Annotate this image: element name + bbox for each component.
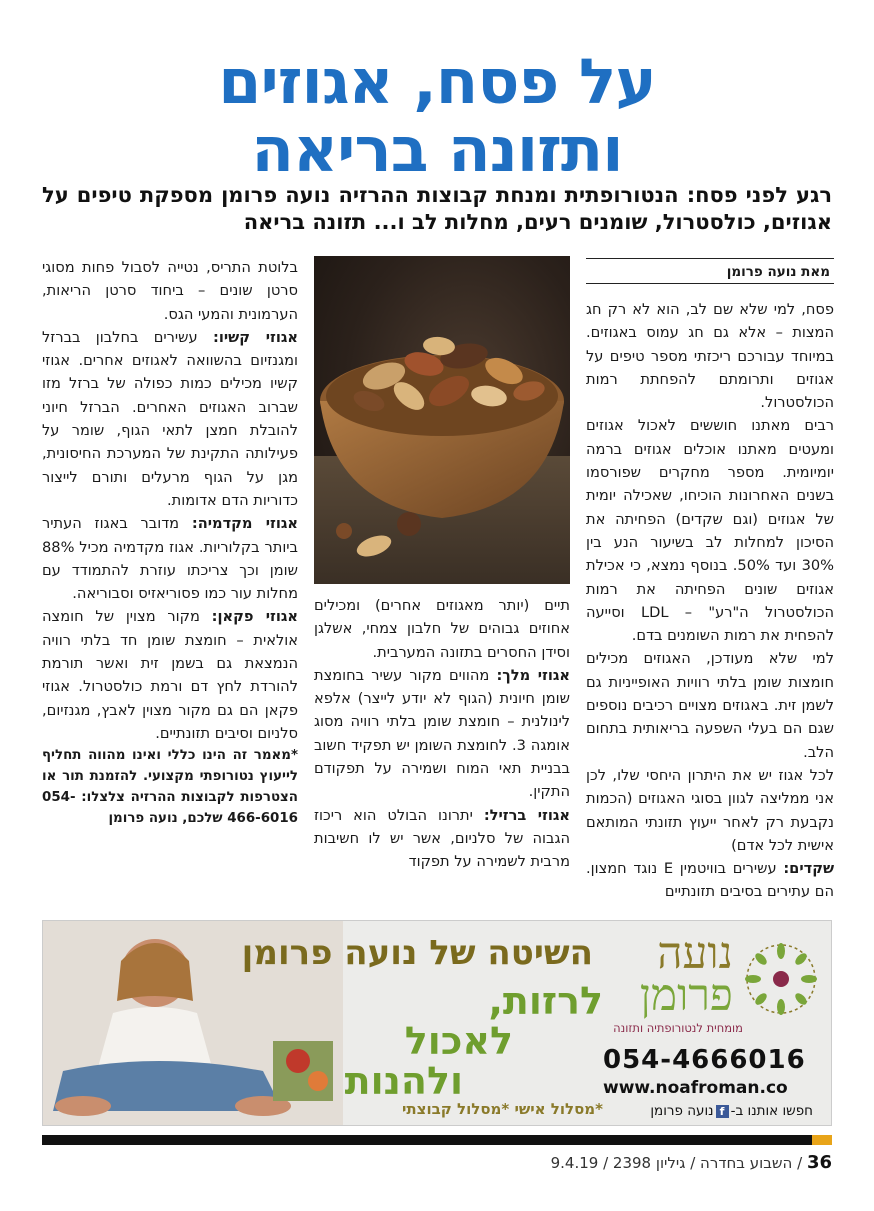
paragraph <box>586 298 834 414</box>
paragraph-text: עשירים בוויטמין E נוגד חמצון. הם עתירים בסיבים תזונתיים <box>586 860 834 901</box>
paragraph <box>586 764 834 857</box>
paragraph-text: יתרונו הבולט הוא ריכוז הגבוה של סלניום, אשר יש לו חשיבות מרבית לשמירה על תפקוד <box>314 806 570 871</box>
ad-website[interactable]: www.noafroman.co <box>603 1078 788 1098</box>
text-column-middle <box>314 594 570 874</box>
page-number: 36 <box>806 1152 832 1173</box>
paragraph-lead: שקדים: <box>783 860 835 878</box>
paragraph <box>42 605 298 745</box>
paragraph-text: עשירים בחלבון בברזל ומגנזיום בהשוואה לאגוזים אחרים. אגוזי קשיו מכילים כמות כפולה של ברזל מזו שברוב האגוזים האחרים. הברזל חיוני להובלת חמצן לתאי הגוף, שומר על פעילותה התקינת של המערכת החיסונית, מגן על הגוף מרעלים ותורם לייצור כדוריות הדם אדומות. <box>42 328 298 509</box>
ad-brand-bottom: פרומן <box>639 970 733 1021</box>
byline: מאת נועה פרומן <box>586 258 834 284</box>
footer-bar-accent <box>812 1135 832 1145</box>
paragraph <box>586 857 834 904</box>
ad-slogan-line-1: לרזות, <box>488 979 603 1023</box>
text-column-left <box>42 256 298 829</box>
paragraph-lead: אגוזי מקדמיה: <box>191 515 298 533</box>
article-subtitle: רגע לפני פסח: הנטורופתית ומנחת קבוצות ההרזיה נועה פרומן מספקת טיפים על אגוזים, כולסטרול, שומנים רעים, מחלות לב ו... תזונה בריאה <box>42 183 832 234</box>
ad-slogan-line-2: לאכול <box>404 1019 513 1063</box>
disclaimer: *מאמר זה הינו כללי ואינו מהווה תחליף לייעוץ נטורופתי מקצועי. להזמנת תור או הצטרפות לקבוצות ההרזיה צלצלו: 054-466-6016 שלכם, נועה פרומן <box>42 748 298 827</box>
paragraph-text: פסח, למי שלא שם לב, הוא לא רק חג המצות – אלא גם חג עמוס באגוזים. במיוחד עבורכם ריכזתי מספר טיפים על אגוזים ותרומתם להפחתת רמות הכולסטרול. <box>586 301 834 412</box>
paragraph <box>314 664 570 804</box>
paragraph-lead: אגוזי מלך: <box>496 666 570 684</box>
paragraph <box>42 326 298 512</box>
paragraph-text: מהווים מקור עשיר בחומצת שומן חיונית (הגוף לא יודע לייצר) אלפא לינולנית – חומצת שומן בלתי רוויה מסוג אומגה 3. לחומצת השומן יש תפקיד חשוב בבניית תאי המוח ושמירה על תפקודם התקין. <box>314 666 570 801</box>
paragraph-lead: אגוזי ברזיל: <box>483 806 570 824</box>
page-footer <box>551 1152 832 1173</box>
facebook-icon: f <box>716 1105 729 1118</box>
title-line-1: על פסח, אגוזים <box>218 45 656 118</box>
paragraph-text: לכל אגוז יש את היתרון היחסי שלו, לכן אני ממליצה לגוון בסוגי האגוזים (הכמות נקבעת רק לאחר ייעוץ תזונתי המותאם אישית לכל אדם) <box>586 766 834 854</box>
paragraph <box>586 414 834 647</box>
text-column-right <box>586 298 834 904</box>
paragraph-lead: אגוזי קשיו: <box>212 328 298 346</box>
ad-phone[interactable]: 054-4666016 <box>603 1045 806 1075</box>
article-title <box>60 45 814 186</box>
paragraph-text: רבים מאתנו חוששים לאכול אגוזים ומעטים מאתנו אוכלים אגוזים ברמה יומיומית. מספר מחקרים שפורסמו בשנים האחרונות הוכיחו, שאכילה יומית של אגוזים (וגם שקדים) הפחיתה את הסיכון למחלות לב בשיעור הנע בין 30% ועד 50%. בנוסף נמצא, כי אכילת אגוזים שונים הפחיתה את רמות הכולסטרול ה"רע" – LDL וסייעה להפחית את רמות השומנים בדם. <box>586 417 835 645</box>
footer-bar <box>42 1135 832 1145</box>
nuts-bowl-photo <box>314 256 570 584</box>
paragraph <box>314 804 570 874</box>
facebook-prefix: חפשו אותנו ב- <box>730 1103 813 1119</box>
nuts-bowl-illustration <box>314 256 570 584</box>
title-line-2: ותזונה בריאה <box>251 113 623 186</box>
paragraph-text: תיים (יותר מאגוזים אחרים) ומכילים אחוזים גבוהים של חלבון צמחי, אשלגן וסידן החסרים בתזונה המערבית. <box>314 597 570 661</box>
paragraph <box>42 256 298 326</box>
brand-leaf-wreath-icon <box>741 939 821 1019</box>
footer-text: / השבוע בחדרה / גיליון 2398 / 9.4.19 <box>550 1154 803 1172</box>
paragraph-text: למי שלא מעודכן, האגוזים מכילים חומצות שומן בלתי רוויות האופייניות גם לשמן זית. באגוזים מצויים רכיבים נוספים שגם הם בעלי השפעה בריאותית בתחום הלב. <box>586 650 834 761</box>
paragraph-text: מדובר באגוז העתיר ביותר בקלוריות. אגוז מקדמיה מכיל 88% שומן וכך צריכתו עוזרת להתמודד עם מחלות עור כמו פסוריאזיס וסבוריאה. <box>42 515 298 603</box>
ad-headline: השיטה של נועה פרומן <box>241 933 593 973</box>
advertisement-banner[interactable] <box>42 920 832 1126</box>
paragraph-lead: אגוזי פקאן: <box>211 608 298 626</box>
ad-tagline: *מסלול אישי *מסלול קבוצתי <box>402 1100 603 1118</box>
paragraph <box>314 594 570 664</box>
paragraph-text: בלוטת התריס, נטייה לסבול פחות מסוגי סרטן שונים – ביחוד סרטן הריאות, הערמונית והמעי הגס. <box>42 259 298 323</box>
ad-slogan-line-3: ולהנות <box>344 1059 463 1103</box>
facebook-name: נועה פרומן <box>650 1103 714 1119</box>
paragraph <box>42 512 298 605</box>
paragraph <box>586 647 834 763</box>
ad-brand-subtitle: מומחית לנטורופתיה ותזונה <box>613 1021 743 1035</box>
paragraph-text: מקור מצוין של חומצה אולאית – חומצת שומן חד בלתי רוויה הנמצאת גם בשמן זית ואשר תורמת להורדת לחץ דם ורמת כולסטרול. אגוזי פקאן הם גם מקור מצוין לאבץ, מגנזיום, סלניום וסיבים תזונתיים. <box>42 608 298 742</box>
ad-brand-top: נועה <box>657 928 733 979</box>
ad-facebook[interactable] <box>603 1101 813 1121</box>
